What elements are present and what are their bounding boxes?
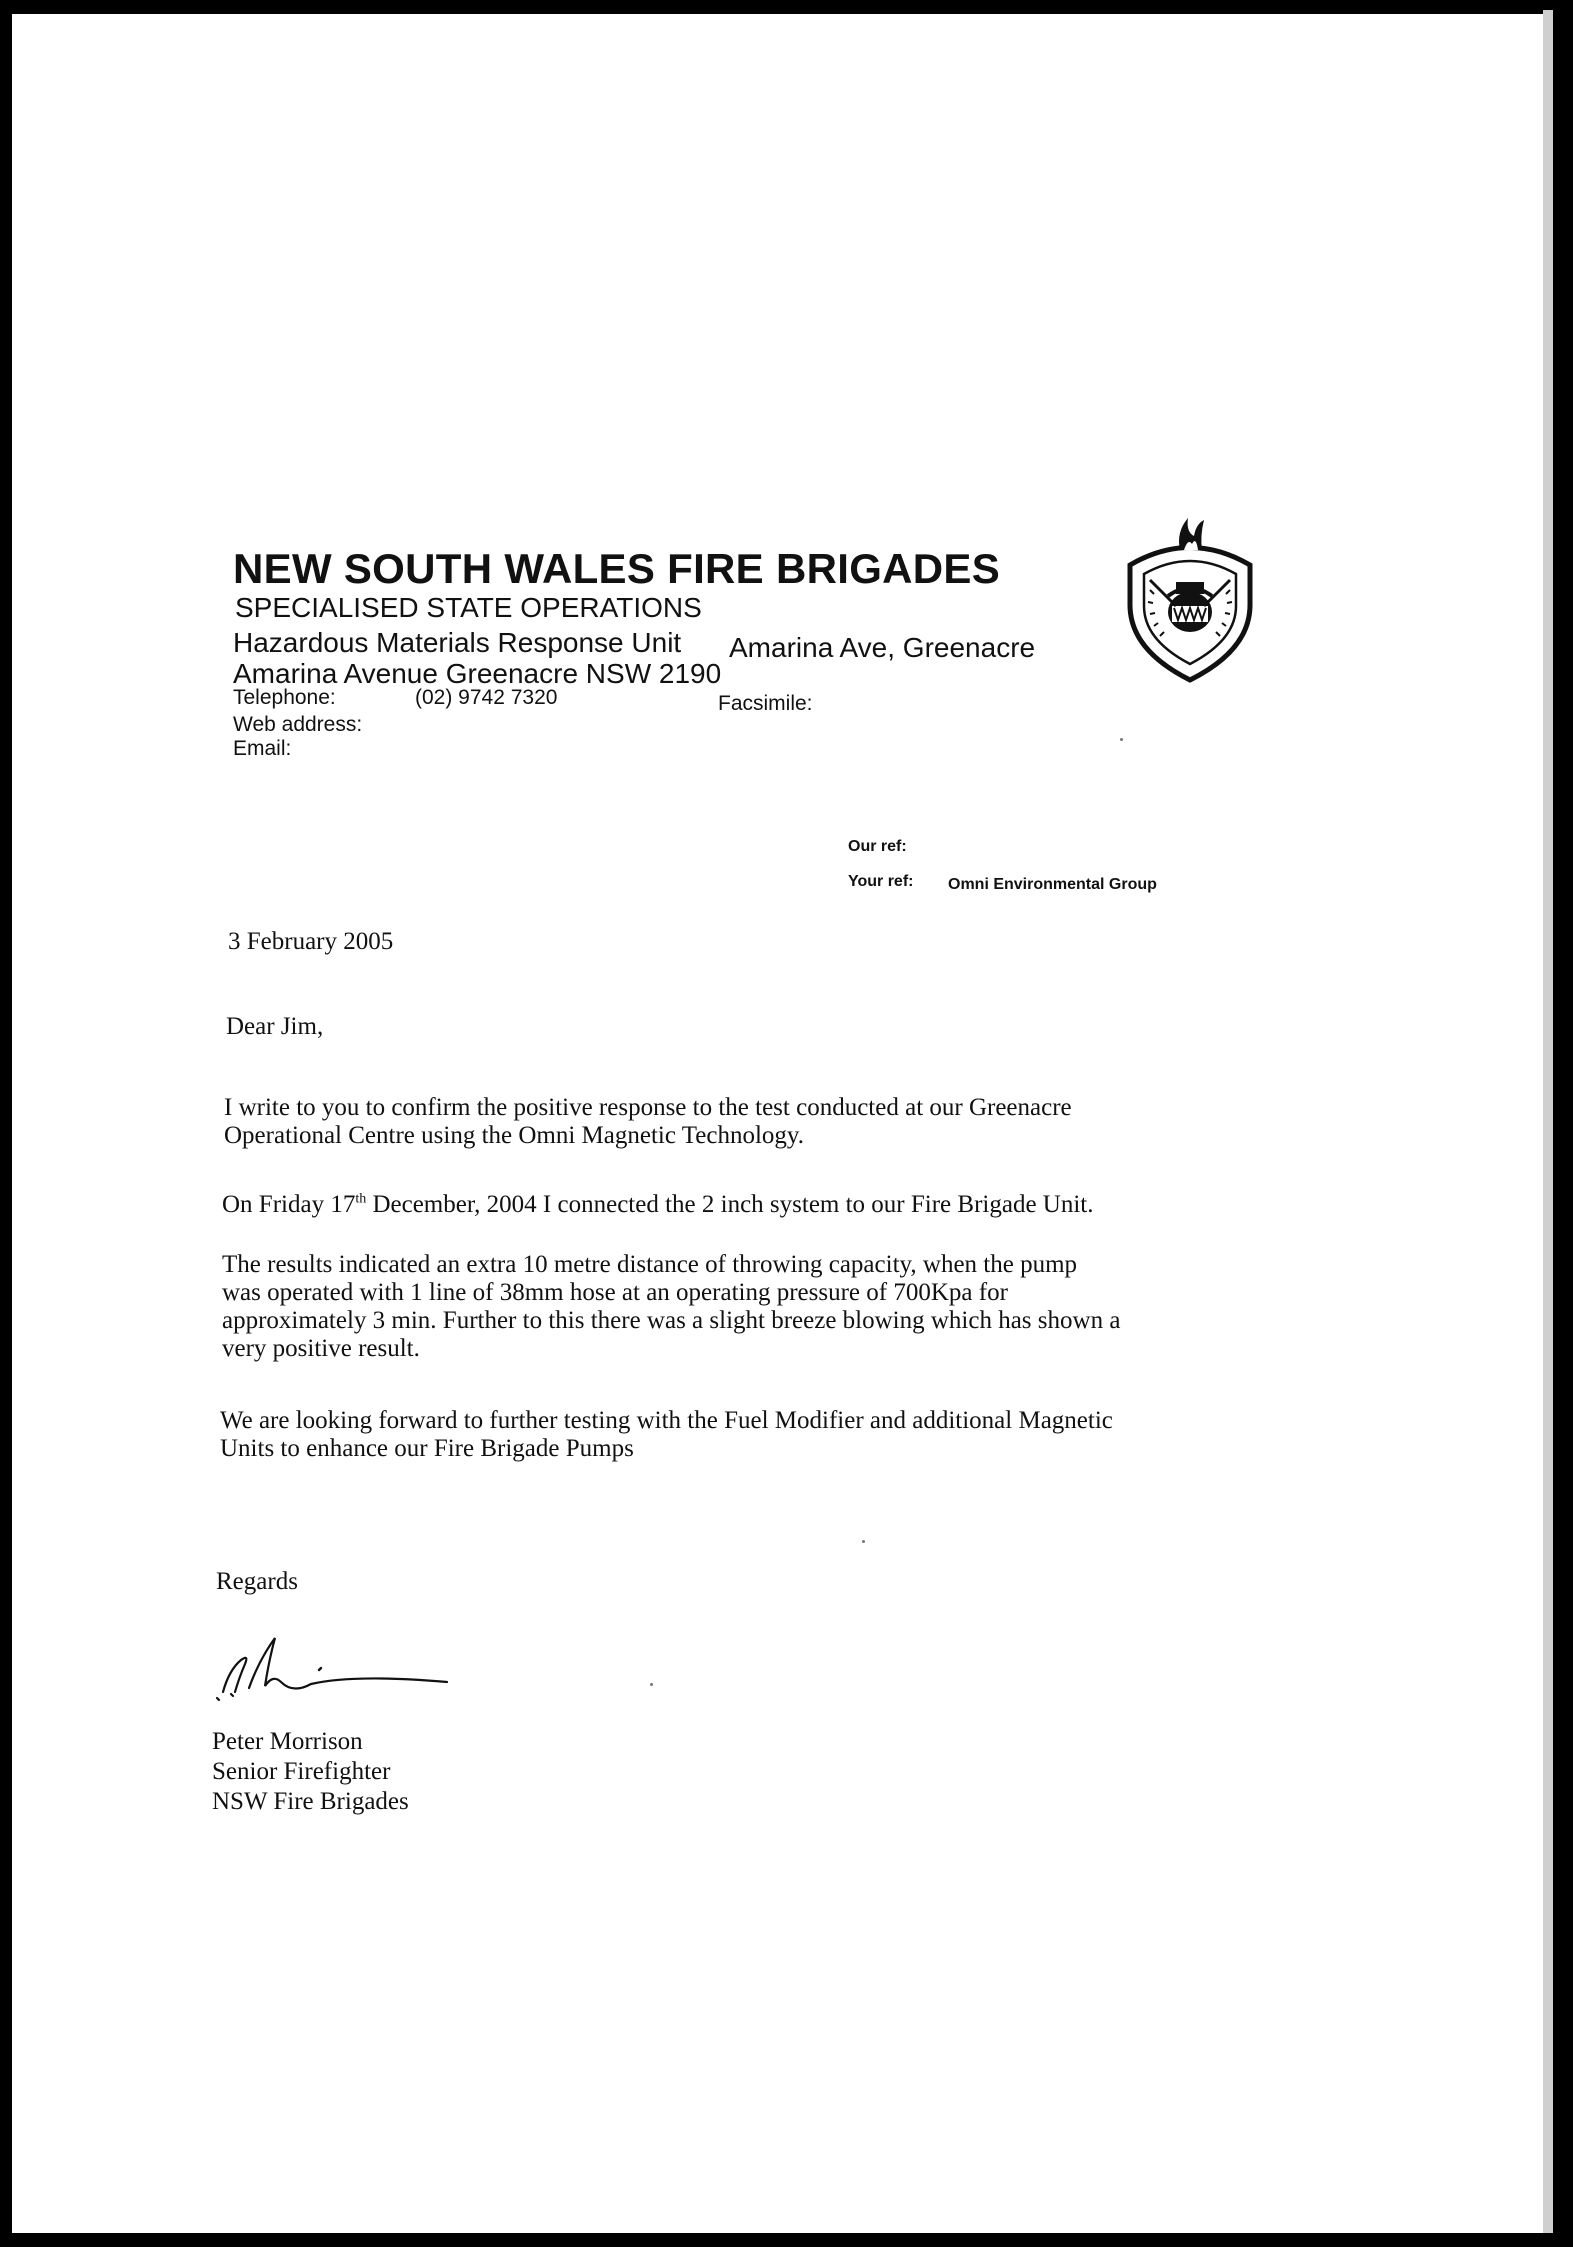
paragraph-line: approximately 3 min. Further to this there was a slight breeze blowing which has shown a <box>222 1307 1121 1334</box>
paragraph-line: was operated with 1 line of 38mm hose at an operating pressure of 700Kpa for <box>222 1279 1008 1306</box>
scan-speck <box>650 1683 653 1686</box>
paragraph-line: very positive result. <box>222 1335 420 1362</box>
signer-organisation: NSW Fire Brigades <box>212 1788 409 1815</box>
scan-border-bottom <box>0 2233 1573 2247</box>
facsimile-label: Facsimile: <box>718 692 813 715</box>
email-label: Email: <box>233 737 292 760</box>
paragraph-line: I write to you to confirm the positive response to the test conducted at our Greenacre <box>224 1094 1072 1121</box>
closing: Regards <box>216 1568 298 1595</box>
handwritten-signature-icon <box>215 1630 455 1710</box>
scan-speck <box>862 1540 865 1543</box>
paragraph-text: December, 2004 I connected the 2 inch system to our Fire Brigade Unit. <box>366 1191 1094 1218</box>
ordinal-suffix: th <box>355 1191 367 1207</box>
scan-speck <box>1120 738 1123 741</box>
body-paragraph-2 <box>222 1191 1094 1219</box>
body-paragraph-3 <box>222 1251 1120 1363</box>
telephone-label: Telephone: <box>233 686 336 709</box>
paragraph-line: Units to enhance our Fire Brigade Pumps <box>220 1435 634 1462</box>
unit-name: Hazardous Materials Response Unit <box>233 627 682 658</box>
salutation: Dear Jim, <box>226 1013 324 1040</box>
paragraph-line: We are looking forward to further testing with the Fuel Modifier and additional Magnetic <box>220 1407 1113 1434</box>
organisation-name: NEW SOUTH WALES FIRE BRIGADES <box>233 545 1001 592</box>
nsw-fire-brigades-crest-icon <box>1110 510 1270 685</box>
signer-title: Senior Firefighter <box>212 1758 391 1785</box>
division-name: SPECIALISED STATE OPERATIONS <box>235 592 702 623</box>
paragraph-line: The results indicated an extra 10 metre distance of throwing capacity, when the pump <box>222 1251 1078 1278</box>
paragraph-text: On Friday 17 <box>222 1191 356 1218</box>
signer-name: Peter Morrison <box>212 1728 363 1755</box>
scan-border-left <box>0 0 12 2247</box>
postal-address: Amarina Avenue Greenacre NSW 2190 <box>233 658 722 689</box>
paragraph-line: Operational Centre using the Omni Magnetic Technology. <box>224 1122 805 1149</box>
scan-border-right <box>1553 0 1573 2247</box>
letter-date: 3 February 2005 <box>228 928 394 955</box>
our-ref-label: Our ref: <box>848 838 907 855</box>
your-ref-label: Your ref: <box>848 873 914 890</box>
web-address-label: Web address: <box>233 713 363 736</box>
telephone-number: (02) 9742 7320 <box>415 686 558 709</box>
body-paragraph-1 <box>224 1094 1072 1150</box>
unit-location: Amarina Ave, Greenacre <box>729 632 1036 663</box>
body-paragraph-4 <box>220 1407 1113 1463</box>
scan-shadow-right <box>1543 10 1553 2240</box>
your-ref-value: Omni Environmental Group <box>948 876 1157 893</box>
scan-border-top <box>0 0 1573 14</box>
